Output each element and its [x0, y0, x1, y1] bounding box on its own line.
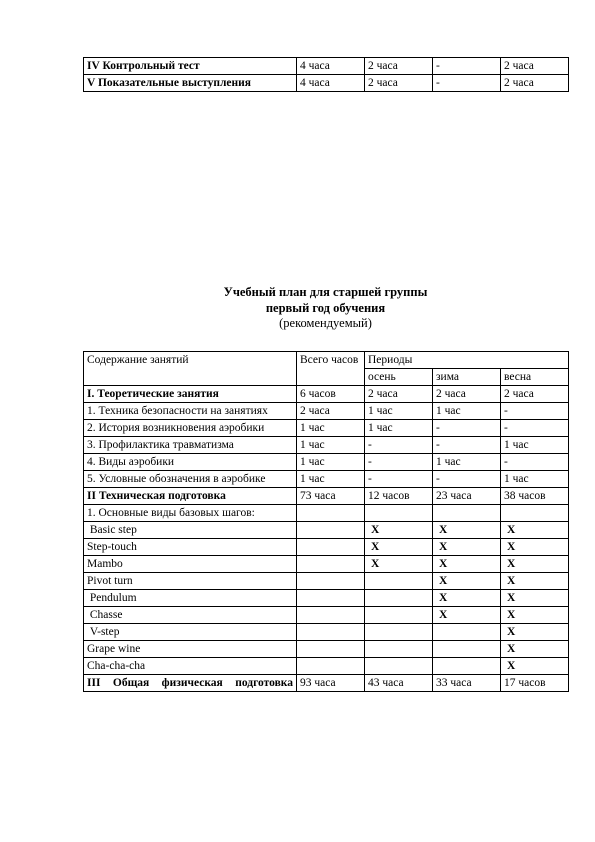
- total-hours: 1 час: [297, 437, 365, 454]
- table-row: [84, 675, 569, 692]
- spring-hours: X: [501, 624, 569, 641]
- autumn-hours: 2 часа: [365, 75, 433, 92]
- autumn-hours: 2 часа: [365, 386, 433, 403]
- autumn-hours: [365, 590, 433, 607]
- row-name: Basic step: [84, 522, 297, 539]
- autumn-hours: [365, 624, 433, 641]
- total-hours: [297, 590, 365, 607]
- row-name: Pivot turn: [84, 573, 297, 590]
- title-line: Учебный план для старшей группы: [223, 285, 428, 299]
- spring-hours: X: [501, 539, 569, 556]
- table-row: [84, 403, 569, 420]
- spring-hours: 2 часа: [501, 75, 569, 92]
- winter-hours: X: [433, 573, 501, 590]
- spring-hours: 38 часов: [501, 488, 569, 505]
- row-name: II Техническая подготовка: [84, 488, 297, 505]
- header-periods: Периоды: [365, 352, 569, 369]
- winter-hours: 23 часа: [433, 488, 501, 505]
- winter-hours: [433, 658, 501, 675]
- header-autumn: осень: [365, 369, 433, 386]
- winter-hours: -: [433, 420, 501, 437]
- spring-hours: X: [501, 573, 569, 590]
- row-name: 2. История возникновения аэробики: [84, 420, 297, 437]
- spring-hours: X: [501, 641, 569, 658]
- row-name: Step-touch: [84, 539, 297, 556]
- winter-hours: [433, 641, 501, 658]
- row-name: III Общая физическая подготовка: [84, 675, 297, 692]
- total-hours: 93 часа: [297, 675, 365, 692]
- spring-hours: [501, 505, 569, 522]
- winter-hours: X: [433, 607, 501, 624]
- winter-hours: X: [433, 590, 501, 607]
- spring-hours: 1 час: [501, 471, 569, 488]
- header-row: [84, 352, 569, 369]
- winter-hours: 2 часа: [433, 386, 501, 403]
- autumn-hours: X: [365, 522, 433, 539]
- autumn-hours: 1 час: [365, 420, 433, 437]
- autumn-hours: [365, 607, 433, 624]
- table-row: [84, 58, 569, 75]
- winter-hours: [433, 505, 501, 522]
- row-name: 3. Профилактика травматизма: [84, 437, 297, 454]
- table-row: [84, 488, 569, 505]
- plan-title: [83, 285, 568, 332]
- table-row: [84, 539, 569, 556]
- total-hours: 1 час: [297, 454, 365, 471]
- total-hours: [297, 539, 365, 556]
- winter-hours: -: [433, 437, 501, 454]
- winter-hours: X: [433, 522, 501, 539]
- table-row: [84, 386, 569, 403]
- spring-hours: 2 часа: [501, 386, 569, 403]
- table-row: [84, 522, 569, 539]
- table-row: [84, 590, 569, 607]
- row-name: Pendulum: [84, 590, 297, 607]
- table-row: [84, 454, 569, 471]
- spring-hours: X: [501, 590, 569, 607]
- top-table: [83, 57, 569, 92]
- row-name: 5. Условные обозначения в аэробике: [84, 471, 297, 488]
- row-name: 1. Основные виды базовых шагов:: [84, 505, 297, 522]
- spring-hours: 1 час: [501, 437, 569, 454]
- total-hours: [297, 658, 365, 675]
- spring-hours: X: [501, 607, 569, 624]
- total-hours: 1 час: [297, 420, 365, 437]
- row-name: Chasse: [84, 607, 297, 624]
- table-row: [84, 556, 569, 573]
- row-name: 1. Техника безопасности на занятиях: [84, 403, 297, 420]
- spring-hours: X: [501, 522, 569, 539]
- table-row: [84, 471, 569, 488]
- autumn-hours: 2 часа: [365, 58, 433, 75]
- winter-hours: -: [433, 75, 501, 92]
- total-hours: 4 часа: [297, 58, 365, 75]
- section-name: IV Контрольный тест: [84, 58, 297, 75]
- table-row: [84, 658, 569, 675]
- autumn-hours: X: [365, 539, 433, 556]
- curriculum-table: [83, 351, 569, 692]
- row-name: Mambo: [84, 556, 297, 573]
- header-spring: весна: [501, 369, 569, 386]
- winter-hours: X: [433, 539, 501, 556]
- total-hours: 2 часа: [297, 403, 365, 420]
- autumn-hours: 12 часов: [365, 488, 433, 505]
- spring-hours: X: [501, 658, 569, 675]
- total-hours: [297, 522, 365, 539]
- winter-hours: -: [433, 471, 501, 488]
- row-name: V-step: [84, 624, 297, 641]
- winter-hours: -: [433, 58, 501, 75]
- row-name: 4. Виды аэробики: [84, 454, 297, 471]
- table-row: [84, 505, 569, 522]
- autumn-hours: -: [365, 454, 433, 471]
- total-hours: [297, 641, 365, 658]
- winter-hours: 33 часа: [433, 675, 501, 692]
- autumn-hours: 1 час: [365, 403, 433, 420]
- total-hours: [297, 607, 365, 624]
- autumn-hours: [365, 505, 433, 522]
- spring-hours: -: [501, 420, 569, 437]
- winter-hours: [433, 624, 501, 641]
- spring-hours: -: [501, 403, 569, 420]
- header-total: Всего часов: [297, 352, 365, 386]
- total-hours: [297, 573, 365, 590]
- autumn-hours: 43 часа: [365, 675, 433, 692]
- header-content: Содержание занятий: [84, 352, 297, 386]
- autumn-hours: X: [365, 556, 433, 573]
- row-name: Cha-cha-cha: [84, 658, 297, 675]
- spring-hours: -: [501, 454, 569, 471]
- winter-hours: X: [433, 556, 501, 573]
- spring-hours: X: [501, 556, 569, 573]
- header-winter: зима: [433, 369, 501, 386]
- total-hours: 4 часа: [297, 75, 365, 92]
- table-row: [84, 573, 569, 590]
- autumn-hours: [365, 658, 433, 675]
- spring-hours: 17 часов: [501, 675, 569, 692]
- winter-hours: 1 час: [433, 403, 501, 420]
- table-row: [84, 624, 569, 641]
- table-row: [84, 607, 569, 624]
- note-line: (рекомендуемый): [279, 316, 372, 330]
- total-hours: [297, 624, 365, 641]
- table-row: [84, 75, 569, 92]
- total-hours: 6 часов: [297, 386, 365, 403]
- autumn-hours: [365, 573, 433, 590]
- autumn-hours: -: [365, 437, 433, 454]
- table-row: [84, 437, 569, 454]
- section-name: V Показательные выступления: [84, 75, 297, 92]
- total-hours: 73 часа: [297, 488, 365, 505]
- table-row: [84, 641, 569, 658]
- total-hours: [297, 505, 365, 522]
- table-row: [84, 420, 569, 437]
- autumn-hours: -: [365, 471, 433, 488]
- row-name: Grape wine: [84, 641, 297, 658]
- autumn-hours: [365, 641, 433, 658]
- total-hours: [297, 556, 365, 573]
- total-hours: 1 час: [297, 471, 365, 488]
- winter-hours: 1 час: [433, 454, 501, 471]
- row-name: I. Теоретические занятия: [84, 386, 297, 403]
- spring-hours: 2 часа: [501, 58, 569, 75]
- table-body: [84, 386, 569, 692]
- subtitle-line: первый год обучения: [265, 300, 386, 315]
